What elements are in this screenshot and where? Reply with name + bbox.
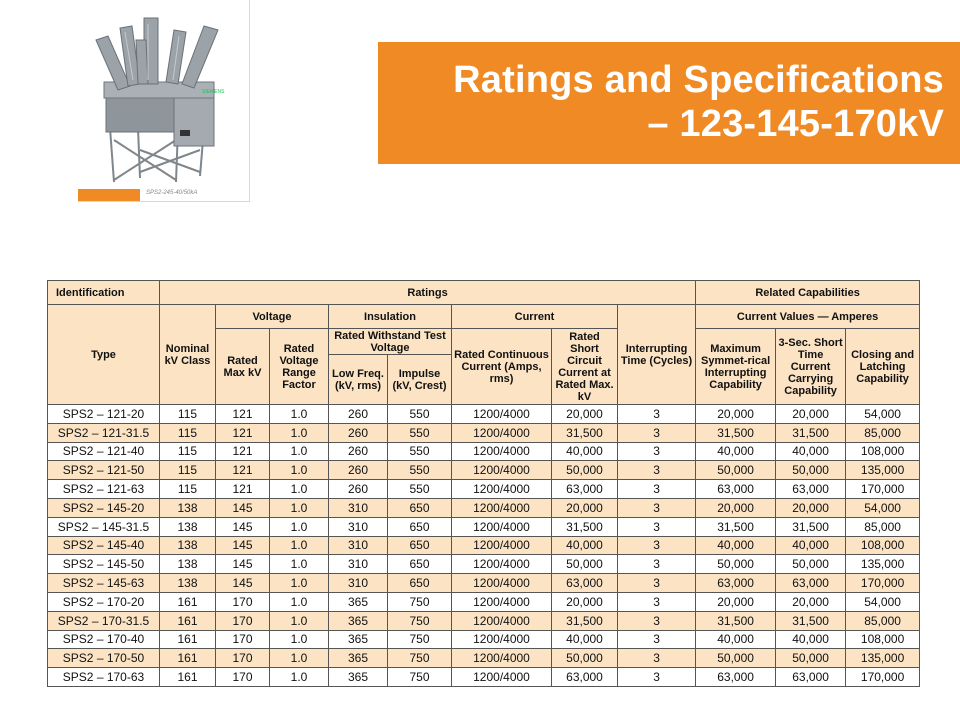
cell-short-time-current: 63,000	[776, 668, 846, 687]
cell-low-freq: 260	[329, 480, 388, 499]
cell-nominal-kv: 115	[160, 442, 216, 461]
cell-closing-latching: 85,000	[846, 611, 920, 630]
cell-short-time-current: 50,000	[776, 555, 846, 574]
cell-short-circuit-current: 20,000	[552, 592, 618, 611]
cell-type: SPS2 – 121-31.5	[48, 423, 160, 442]
cell-continuous-current: 1200/4000	[452, 668, 552, 687]
cell-rated-max-kv: 121	[216, 423, 270, 442]
cell-interrupting-time: 3	[618, 630, 696, 649]
table-row	[48, 555, 920, 574]
cell-interrupting-time: 3	[618, 405, 696, 424]
cell-range-factor: 1.0	[270, 517, 329, 536]
cell-max-symmetrical: 20,000	[696, 498, 776, 517]
table-row	[48, 461, 920, 480]
cell-rated-max-kv: 170	[216, 611, 270, 630]
cell-impulse: 650	[388, 555, 452, 574]
cell-short-time-current: 20,000	[776, 592, 846, 611]
cell-short-circuit-current: 63,000	[552, 480, 618, 499]
cell-interrupting-time: 3	[618, 498, 696, 517]
cell-short-time-current: 20,000	[776, 498, 846, 517]
cell-short-time-current: 63,000	[776, 574, 846, 593]
cell-short-circuit-current: 50,000	[552, 461, 618, 480]
cell-interrupting-time: 3	[618, 668, 696, 687]
header-voltage-range-factor: Rated Voltage Range Factor	[270, 329, 329, 405]
cell-type: SPS2 – 145-50	[48, 555, 160, 574]
cell-max-symmetrical: 63,000	[696, 480, 776, 499]
cell-range-factor: 1.0	[270, 423, 329, 442]
cell-short-circuit-current: 50,000	[552, 555, 618, 574]
cell-continuous-current: 1200/4000	[452, 480, 552, 499]
cell-short-circuit-current: 40,000	[552, 442, 618, 461]
cell-short-circuit-current: 31,500	[552, 517, 618, 536]
table-row	[48, 405, 920, 424]
cell-range-factor: 1.0	[270, 630, 329, 649]
cell-short-time-current: 40,000	[776, 630, 846, 649]
product-photo-card	[78, 0, 250, 202]
cell-range-factor: 1.0	[270, 461, 329, 480]
table-row	[48, 649, 920, 668]
cell-interrupting-time: 3	[618, 555, 696, 574]
cell-short-time-current: 50,000	[776, 649, 846, 668]
cell-range-factor: 1.0	[270, 668, 329, 687]
header-related-capabilities: Related Capabilities	[696, 281, 920, 305]
cell-nominal-kv: 161	[160, 630, 216, 649]
cell-short-time-current: 31,500	[776, 611, 846, 630]
cell-type: SPS2 – 170-40	[48, 630, 160, 649]
cell-impulse: 650	[388, 574, 452, 593]
table-row	[48, 592, 920, 611]
cell-impulse: 550	[388, 423, 452, 442]
cell-range-factor: 1.0	[270, 592, 329, 611]
cell-nominal-kv: 115	[160, 405, 216, 424]
cell-impulse: 750	[388, 611, 452, 630]
cell-continuous-current: 1200/4000	[452, 649, 552, 668]
cell-max-symmetrical: 20,000	[696, 592, 776, 611]
cell-closing-latching: 135,000	[846, 555, 920, 574]
cell-nominal-kv: 115	[160, 480, 216, 499]
cell-nominal-kv: 138	[160, 574, 216, 593]
cell-type: SPS2 – 145-20	[48, 498, 160, 517]
cell-closing-latching: 54,000	[846, 405, 920, 424]
cell-type: SPS2 – 170-50	[48, 649, 160, 668]
cell-impulse: 750	[388, 630, 452, 649]
cell-max-symmetrical: 20,000	[696, 405, 776, 424]
cell-max-symmetrical: 31,500	[696, 423, 776, 442]
cell-max-symmetrical: 40,000	[696, 630, 776, 649]
cell-continuous-current: 1200/4000	[452, 574, 552, 593]
cell-short-circuit-current: 40,000	[552, 536, 618, 555]
cell-continuous-current: 1200/4000	[452, 555, 552, 574]
header-rated-max-kv: Rated Max kV	[216, 329, 270, 405]
header-interrupting-time: Interrupting Time (Cycles)	[618, 305, 696, 405]
cell-continuous-current: 1200/4000	[452, 630, 552, 649]
title-line-1: Ratings and Specifications	[453, 59, 944, 101]
cell-short-time-current: 40,000	[776, 442, 846, 461]
header-voltage: Voltage	[216, 305, 329, 329]
cell-interrupting-time: 3	[618, 611, 696, 630]
cell-nominal-kv: 138	[160, 555, 216, 574]
cell-short-circuit-current: 31,500	[552, 611, 618, 630]
table-row	[48, 480, 920, 499]
cell-low-freq: 365	[329, 649, 388, 668]
cell-continuous-current: 1200/4000	[452, 423, 552, 442]
header-rated-short-circuit: Rated Short Circuit Current at Rated Max. kV	[552, 329, 618, 405]
header-insulation: Insulation	[329, 305, 452, 329]
cell-continuous-current: 1200/4000	[452, 592, 552, 611]
cell-closing-latching: 108,000	[846, 630, 920, 649]
cell-short-circuit-current: 20,000	[552, 405, 618, 424]
header-short-time: 3-Sec. Short Time Current Carrying Capability	[776, 329, 846, 405]
cell-short-circuit-current: 20,000	[552, 498, 618, 517]
cell-rated-max-kv: 121	[216, 405, 270, 424]
header-type: Type	[48, 305, 160, 405]
cell-low-freq: 260	[329, 461, 388, 480]
cell-rated-max-kv: 170	[216, 649, 270, 668]
cell-nominal-kv: 161	[160, 668, 216, 687]
cell-continuous-current: 1200/4000	[452, 498, 552, 517]
cell-closing-latching: 135,000	[846, 649, 920, 668]
cell-low-freq: 365	[329, 668, 388, 687]
header-rated-withstand: Rated Withstand Test Voltage	[329, 329, 452, 355]
cell-rated-max-kv: 145	[216, 536, 270, 555]
cell-closing-latching: 135,000	[846, 461, 920, 480]
header-max-symmetrical: Maximum Symmet-rical Interrupting Capability	[696, 329, 776, 405]
cell-type: SPS2 – 121-63	[48, 480, 160, 499]
header-ratings: Ratings	[160, 281, 696, 305]
table-row	[48, 630, 920, 649]
cell-nominal-kv: 161	[160, 649, 216, 668]
cell-interrupting-time: 3	[618, 423, 696, 442]
cell-type: SPS2 – 145-63	[48, 574, 160, 593]
cell-nominal-kv: 115	[160, 461, 216, 480]
cell-max-symmetrical: 40,000	[696, 442, 776, 461]
svg-text:SIEMENS: SIEMENS	[202, 89, 225, 95]
table-row	[48, 498, 920, 517]
cell-range-factor: 1.0	[270, 555, 329, 574]
cell-impulse: 750	[388, 649, 452, 668]
cell-rated-max-kv: 145	[216, 574, 270, 593]
cell-impulse: 750	[388, 668, 452, 687]
cell-max-symmetrical: 31,500	[696, 517, 776, 536]
cell-closing-latching: 170,000	[846, 480, 920, 499]
table-row	[48, 574, 920, 593]
header-nominal-kv-class: Nominal kV Class	[160, 305, 216, 405]
cell-range-factor: 1.0	[270, 405, 329, 424]
cell-continuous-current: 1200/4000	[452, 442, 552, 461]
cell-short-time-current: 20,000	[776, 405, 846, 424]
cell-closing-latching: 108,000	[846, 536, 920, 555]
cell-impulse: 550	[388, 442, 452, 461]
cell-short-time-current: 50,000	[776, 461, 846, 480]
cell-type: SPS2 – 170-20	[48, 592, 160, 611]
cell-closing-latching: 54,000	[846, 592, 920, 611]
cell-type: SPS2 – 145-31.5	[48, 517, 160, 536]
cell-impulse: 650	[388, 517, 452, 536]
cell-closing-latching: 54,000	[846, 498, 920, 517]
cell-interrupting-time: 3	[618, 592, 696, 611]
cell-range-factor: 1.0	[270, 649, 329, 668]
cell-rated-max-kv: 170	[216, 630, 270, 649]
cell-closing-latching: 170,000	[846, 574, 920, 593]
cell-type: SPS2 – 170-31.5	[48, 611, 160, 630]
header-closing-latching: Closing and Latching Capability	[846, 329, 920, 405]
cell-short-circuit-current: 31,500	[552, 423, 618, 442]
cell-short-time-current: 63,000	[776, 480, 846, 499]
cell-interrupting-time: 3	[618, 461, 696, 480]
cell-range-factor: 1.0	[270, 574, 329, 593]
cell-low-freq: 260	[329, 442, 388, 461]
cell-rated-max-kv: 170	[216, 592, 270, 611]
cell-impulse: 750	[388, 592, 452, 611]
cell-rated-max-kv: 145	[216, 498, 270, 517]
cell-interrupting-time: 3	[618, 649, 696, 668]
cell-max-symmetrical: 50,000	[696, 461, 776, 480]
cell-continuous-current: 1200/4000	[452, 405, 552, 424]
cell-short-time-current: 31,500	[776, 517, 846, 536]
cell-interrupting-time: 3	[618, 442, 696, 461]
cell-type: SPS2 – 121-20	[48, 405, 160, 424]
cell-rated-max-kv: 121	[216, 461, 270, 480]
cell-nominal-kv: 138	[160, 517, 216, 536]
photo-accent-bar	[78, 189, 140, 201]
cell-impulse: 550	[388, 405, 452, 424]
cell-low-freq: 310	[329, 555, 388, 574]
cell-short-circuit-current: 63,000	[552, 668, 618, 687]
cell-nominal-kv: 161	[160, 611, 216, 630]
cell-type: SPS2 – 145-40	[48, 536, 160, 555]
cell-max-symmetrical: 63,000	[696, 668, 776, 687]
cell-range-factor: 1.0	[270, 536, 329, 555]
header-rated-continuous: Rated Continuous Current (Amps, rms)	[452, 329, 552, 405]
header-low-freq: Low Freq. (kV, rms)	[329, 355, 388, 405]
cell-short-circuit-current: 63,000	[552, 574, 618, 593]
cell-low-freq: 365	[329, 611, 388, 630]
header-current: Current	[452, 305, 618, 329]
cell-continuous-current: 1200/4000	[452, 461, 552, 480]
header-current-values: Current Values — Amperes	[696, 305, 920, 329]
cell-range-factor: 1.0	[270, 498, 329, 517]
cell-closing-latching: 85,000	[846, 517, 920, 536]
cell-rated-max-kv: 121	[216, 442, 270, 461]
cell-short-time-current: 31,500	[776, 423, 846, 442]
cell-continuous-current: 1200/4000	[452, 536, 552, 555]
cell-max-symmetrical: 63,000	[696, 574, 776, 593]
cell-closing-latching: 85,000	[846, 423, 920, 442]
cell-type: SPS2 – 121-40	[48, 442, 160, 461]
header-impulse: Impulse (kV, Crest)	[388, 355, 452, 405]
cell-closing-latching: 108,000	[846, 442, 920, 461]
cell-type: SPS2 – 121-50	[48, 461, 160, 480]
cell-nominal-kv: 115	[160, 423, 216, 442]
table-row	[48, 536, 920, 555]
cell-impulse: 550	[388, 480, 452, 499]
ratings-specifications-table	[47, 280, 920, 687]
cell-max-symmetrical: 31,500	[696, 611, 776, 630]
cell-low-freq: 310	[329, 517, 388, 536]
cell-impulse: 550	[388, 461, 452, 480]
table-row	[48, 611, 920, 630]
cell-low-freq: 260	[329, 405, 388, 424]
cell-low-freq: 310	[329, 536, 388, 555]
cell-type: SPS2 – 170-63	[48, 668, 160, 687]
cell-interrupting-time: 3	[618, 517, 696, 536]
cell-rated-max-kv: 145	[216, 555, 270, 574]
cell-range-factor: 1.0	[270, 442, 329, 461]
photo-caption: SPS2-245-40/50kA	[146, 190, 198, 196]
cell-low-freq: 365	[329, 592, 388, 611]
cell-max-symmetrical: 40,000	[696, 536, 776, 555]
cell-interrupting-time: 3	[618, 480, 696, 499]
cell-rated-max-kv: 170	[216, 668, 270, 687]
cell-low-freq: 365	[329, 630, 388, 649]
cell-short-time-current: 40,000	[776, 536, 846, 555]
table-row	[48, 423, 920, 442]
title-line-2: – 123-145-170kV	[647, 103, 944, 145]
cell-impulse: 650	[388, 498, 452, 517]
cell-interrupting-time: 3	[618, 536, 696, 555]
cell-continuous-current: 1200/4000	[452, 517, 552, 536]
cell-max-symmetrical: 50,000	[696, 649, 776, 668]
cell-range-factor: 1.0	[270, 611, 329, 630]
title-banner	[378, 42, 960, 164]
table-body	[48, 405, 920, 687]
cell-short-circuit-current: 40,000	[552, 630, 618, 649]
table-row	[48, 517, 920, 536]
cell-rated-max-kv: 121	[216, 480, 270, 499]
cell-short-circuit-current: 50,000	[552, 649, 618, 668]
cell-low-freq: 310	[329, 574, 388, 593]
table-row	[48, 668, 920, 687]
cell-low-freq: 310	[329, 498, 388, 517]
table-row	[48, 442, 920, 461]
cell-nominal-kv: 138	[160, 536, 216, 555]
cell-closing-latching: 170,000	[846, 668, 920, 687]
header-identification: Identification	[48, 281, 160, 305]
cell-max-symmetrical: 50,000	[696, 555, 776, 574]
cell-nominal-kv: 138	[160, 498, 216, 517]
cell-rated-max-kv: 145	[216, 517, 270, 536]
cell-impulse: 650	[388, 536, 452, 555]
cell-continuous-current: 1200/4000	[452, 611, 552, 630]
cell-interrupting-time: 3	[618, 574, 696, 593]
cell-range-factor: 1.0	[270, 480, 329, 499]
cell-nominal-kv: 161	[160, 592, 216, 611]
circuit-breaker-image	[78, 0, 250, 186]
cell-low-freq: 260	[329, 423, 388, 442]
